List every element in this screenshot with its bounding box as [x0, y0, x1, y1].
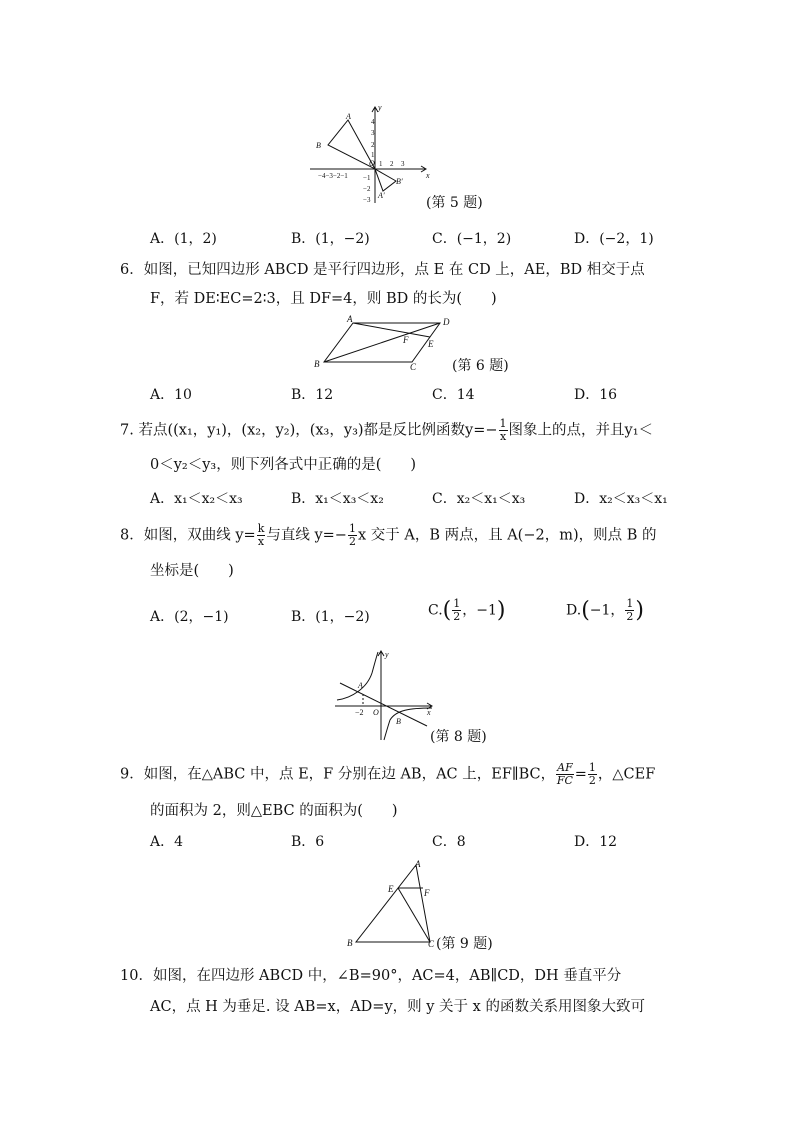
q6-option-a: A．10	[150, 387, 192, 403]
q6-line-2: F，若 DE∶EC=2∶3，且 DF=4，则 BD 的长为( )	[150, 291, 497, 307]
svg-text:x: x	[426, 171, 430, 180]
svg-text:A: A	[415, 859, 421, 869]
q8-half-fraction: $\frac{1}{2}$	[348, 522, 356, 548]
q8-option-c: C.( $\frac{1}{2}$ ，−1)	[428, 597, 506, 623]
q6-line-1: 6．如图，已知四边形 ABCD 是平行四边形，点 E 在 CD 上，AE，BD 相交于点	[120, 262, 645, 278]
q5-option-c: C．(−1，2)	[432, 231, 512, 247]
svg-text:y: y	[385, 650, 389, 659]
q9-figure	[343, 858, 443, 950]
svg-text:C: C	[410, 362, 417, 372]
svg-text:2: 2	[371, 141, 375, 149]
svg-text:A′: A′	[378, 191, 385, 200]
svg-text:F: F	[403, 335, 409, 345]
svg-text:1: 1	[371, 151, 375, 159]
svg-text:3: 3	[371, 129, 375, 137]
q8-k-fraction: $\frac{k}{x}$	[257, 522, 265, 548]
q7-option-b: B．x₁＜x₃＜x₂	[291, 491, 384, 507]
q9-option-b: B．6	[291, 834, 325, 850]
svg-text:B: B	[347, 938, 353, 948]
q7-option-c: C．x₂＜x₁＜x₃	[432, 491, 526, 507]
q9-option-c: C．8	[432, 834, 466, 850]
q5-caption: (第 5 题)	[426, 195, 483, 211]
svg-text:D: D	[443, 317, 450, 327]
q7-line-1: 7. 若点((x₁，y₁)，(x₂，y₂)，(x₃，y₃)都是反比例函数y=− $\frac{1}{x}$ 图象上的点，并且y₁＜	[120, 417, 654, 443]
svg-text:O: O	[369, 159, 375, 168]
svg-text:2: 2	[390, 160, 394, 168]
q6-option-b: B．12	[291, 387, 334, 403]
q9-line-1: 9．如图，在△ABC 中，点 E，F 分别在边 AB，AC 上，EF∥BC， $\frac{AF}{FC}$ = $\frac{1}{2}$ ，△CEF	[120, 761, 656, 787]
svg-text:1: 1	[379, 160, 383, 168]
svg-text:A: A	[358, 681, 363, 690]
svg-text:A: A	[347, 314, 353, 324]
q10-line-1: 10．如图，在四边形 ABCD 中，∠B=90°，AC=4，AB∥CD，DH 垂直平分	[120, 968, 622, 984]
svg-text:F: F	[424, 888, 430, 898]
svg-text:B′: B′	[396, 177, 403, 186]
q9-option-d: D．12	[574, 834, 618, 850]
q7-fraction: $\frac{1}{x}$	[499, 417, 507, 443]
q8-option-a: A．(2，−1)	[150, 609, 229, 625]
svg-text:A: A	[346, 112, 351, 121]
q8-option-d: D.(−1， $\frac{1}{2}$ )	[566, 597, 645, 623]
svg-text:E: E	[388, 884, 394, 894]
q7-option-a: A．x₁＜x₂＜x₃	[150, 491, 243, 507]
q7-line-2: 0＜y₂＜y₃，则下列各式中正确的是( )	[150, 457, 417, 473]
svg-text:B: B	[396, 717, 401, 726]
svg-text:3: 3	[401, 160, 405, 168]
q8-line-1: 8．如图，双曲线 y= $\frac{k}{x}$ 与直线 y=− $\frac{1}{2}$ x 交于 A，B 两点，且 A(−2，m)，则点 B 的	[120, 522, 657, 548]
q6-option-d: D．16	[574, 387, 618, 403]
q9-caption: (第 9 题)	[436, 936, 493, 952]
q5-option-d: D．(−2，1)	[574, 231, 654, 247]
svg-text:−3: −3	[363, 196, 371, 204]
q6-caption: (第 6 题)	[452, 358, 509, 374]
q6-figure	[310, 312, 460, 372]
svg-text:C: C	[428, 939, 435, 949]
q8-figure	[332, 648, 437, 743]
q8-line-2: 坐标是( )	[150, 563, 234, 579]
svg-text:B: B	[316, 141, 321, 150]
svg-text:E: E	[428, 339, 434, 349]
q9-half-fraction: $\frac{1}{2}$	[588, 761, 596, 787]
svg-text:−4−3−2−1: −4−3−2−1	[318, 172, 348, 180]
q10-line-2: AC，点 H 为垂足. 设 AB=x，AD=y，则 y 关于 x 的函数关系用图象大致可	[150, 999, 645, 1015]
svg-text:−2: −2	[363, 185, 371, 193]
svg-text:O: O	[373, 708, 379, 717]
svg-text:y: y	[378, 103, 382, 112]
svg-text:x: x	[427, 708, 431, 717]
q6-option-c: C．14	[432, 387, 475, 403]
svg-text:4: 4	[371, 118, 375, 126]
q5-option-b: B．(1，−2)	[291, 231, 370, 247]
q8-option-b: B．(1，−2)	[291, 609, 370, 625]
q5-option-a: A．(1，2)	[150, 231, 217, 247]
q9-line-2: 的面积为 2，则△EBC 的面积为( )	[150, 803, 398, 819]
q7-option-d: D．x₂＜x₃＜x₁	[574, 491, 668, 507]
q9-af-fc-fraction: $\frac{AF}{FC}$	[556, 761, 573, 787]
q5-figure	[308, 100, 438, 210]
q8-caption: (第 8 题)	[430, 729, 487, 745]
svg-text:B: B	[314, 359, 320, 369]
svg-text:−1: −1	[363, 174, 371, 182]
q9-option-a: A．4	[150, 834, 184, 850]
svg-text:−2: −2	[355, 708, 364, 717]
